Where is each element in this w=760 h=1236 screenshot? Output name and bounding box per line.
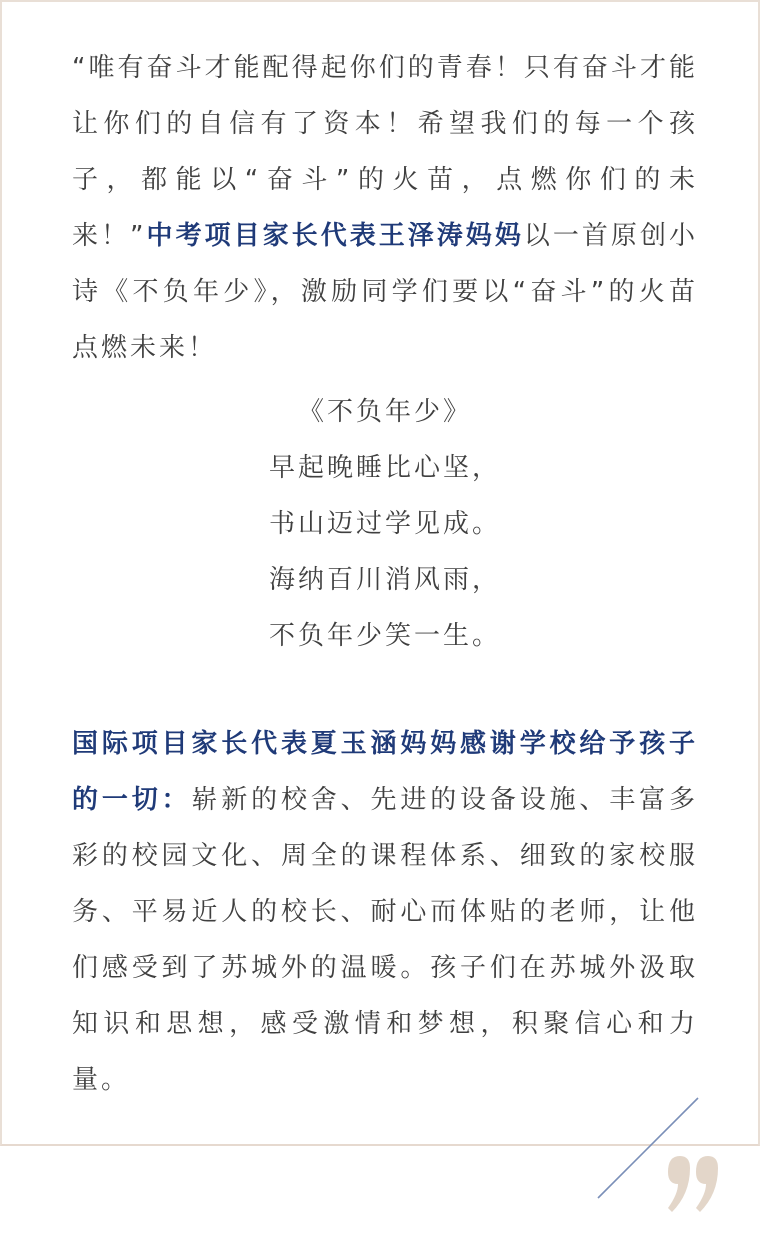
- highlight-speaker-2: 国际项目家长代表夏玉涵妈妈感谢学校给予孩子的一切：: [72, 729, 698, 815]
- closing-quote-icon: [664, 1150, 724, 1220]
- thanks-description: 崭新的校舍、先进的设备设施、丰富多彩的校园文化、周全的课程体系、细致的家校服务、平易近人的校长、耐心而体贴的老师，让他们感受到了苏城外的温暖。孩子们在苏城外汲取知识和思想，感受激情和梦想，积聚信心和力量。: [72, 785, 698, 1095]
- poem-line: 海纳百川消风雨，: [268, 565, 501, 595]
- poem-line: 书山迈过学见成。: [268, 509, 501, 539]
- speech-description: 以一首原创小诗《不负年少》，激励同学们要以“奋斗”的火苗点燃未来！: [72, 221, 698, 363]
- highlight-speaker-1: 中考项目家长代表王泽涛妈妈: [146, 221, 524, 251]
- poem-line: 早起晚睡比心坚，: [268, 453, 501, 483]
- poem-line: 不负年少笑一生。: [268, 621, 501, 651]
- poem-block: [72, 384, 698, 664]
- paragraph-parent-speech-1: [72, 40, 698, 376]
- section-spacer: [72, 664, 698, 716]
- article-body: [72, 40, 698, 1108]
- poem-title: 《不负年少》: [297, 397, 472, 427]
- paragraph-parent-speech-2: [72, 716, 698, 1108]
- quote-text: “唯有奋斗才能配得起你们的青春！只有奋斗才能让你们的自信有了资本！希望我们的每一个孩子，都能以“奋斗”的火苗，点燃你们的未来！”: [72, 53, 698, 251]
